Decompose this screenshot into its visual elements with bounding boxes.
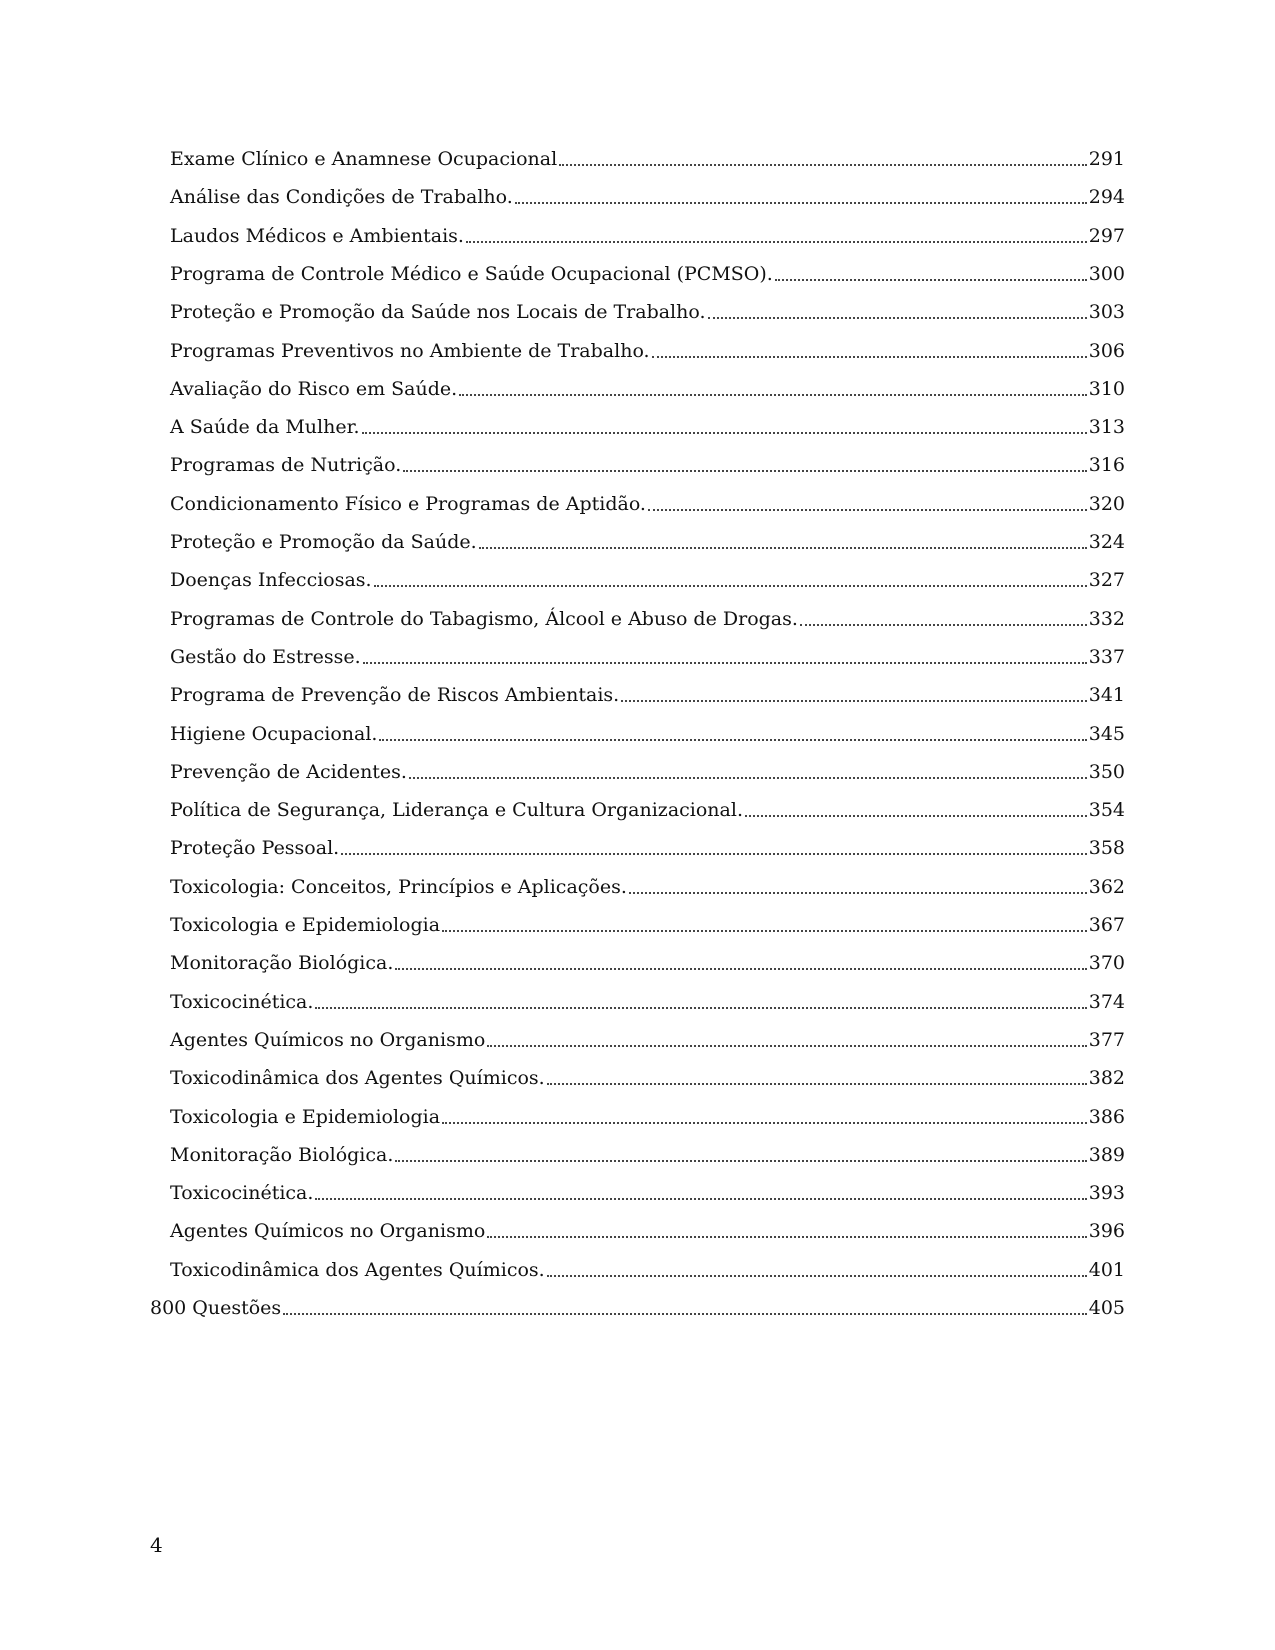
- toc-entry[interactable]: [170, 601, 1125, 631]
- toc-dot-leader: [315, 1007, 1086, 1009]
- toc-entry[interactable]: [170, 179, 1125, 209]
- toc-entry-title: Higiene Ocupacional.: [170, 722, 378, 745]
- toc-entry-title: Gestão do Estresse.: [170, 645, 361, 668]
- toc-entry[interactable]: [170, 524, 1125, 554]
- toc-entry-title: Toxicologia: Conceitos, Princípios e Aplicações.: [170, 875, 627, 898]
- toc-dot-leader: [621, 700, 1087, 702]
- toc-entry-title: Prevenção de Acidentes.: [170, 760, 407, 783]
- toc-dot-leader: [547, 1275, 1087, 1277]
- toc-entry-page: 294: [1088, 186, 1125, 209]
- toc-entry-title: Toxicocinética.: [170, 990, 314, 1013]
- toc-entry-page: 362: [1088, 875, 1125, 898]
- toc-entry-page: 396: [1088, 1220, 1125, 1243]
- toc-entry[interactable]: [170, 141, 1125, 171]
- toc-entry-page: 327: [1088, 569, 1125, 592]
- toc-entry[interactable]: [170, 984, 1125, 1014]
- toc-entry-title: Programas de Nutrição.: [170, 454, 402, 477]
- toc-entry-page: 310: [1088, 377, 1125, 400]
- toc-entry-title: Proteção e Promoção da Saúde nos Locais de Trabalho.: [170, 301, 706, 324]
- toc-entry-title: Exame Clínico e Anamnese Ocupacional: [170, 148, 558, 170]
- toc-dot-leader: [379, 739, 1086, 741]
- toc-entry-title: A Saúde da Mulher.: [170, 416, 360, 439]
- toc-entry[interactable]: [170, 218, 1125, 248]
- toc-entry-page: 306: [1088, 339, 1125, 362]
- toc-entry[interactable]: [170, 945, 1125, 975]
- toc-dot-leader: [395, 968, 1086, 970]
- toc-entry[interactable]: [170, 256, 1125, 286]
- toc-entry-title: Proteção e Promoção da Saúde.: [170, 531, 477, 553]
- toc-entry-title: Toxicologia e Epidemiologia: [170, 914, 441, 936]
- toc-entry-page: 377: [1088, 1028, 1125, 1051]
- toc-entry-page: 389: [1088, 1143, 1125, 1166]
- toc-dot-leader: [708, 317, 1087, 319]
- toc-entry-title: Laudos Médicos e Ambientais.: [170, 224, 464, 247]
- toc-entry-title: Toxicodinâmica dos Agentes Químicos.: [170, 1258, 545, 1281]
- toc-entry[interactable]: [170, 677, 1125, 707]
- toc-entry-page: 324: [1088, 531, 1125, 553]
- toc-dot-leader: [442, 930, 1087, 932]
- toc-dot-leader: [442, 1122, 1087, 1124]
- toc-dot-leader: [775, 279, 1087, 281]
- toc-entry-title: Condicionamento Físico e Programas de Aptidão.: [170, 492, 646, 515]
- toc-dot-leader: [395, 1160, 1086, 1162]
- toc-entry-page: 320: [1088, 492, 1125, 515]
- toc-entry-page: 300: [1088, 262, 1125, 285]
- toc-dot-leader: [629, 892, 1087, 894]
- toc-dot-leader: [745, 815, 1087, 817]
- toc-entry[interactable]: [170, 1137, 1125, 1167]
- toc-entry[interactable]: [170, 1213, 1125, 1243]
- toc-dot-leader: [479, 547, 1087, 549]
- toc-entry[interactable]: [170, 409, 1125, 439]
- toc-entry[interactable]: [170, 907, 1125, 937]
- toc-dot-leader: [459, 394, 1087, 396]
- toc-entry-page: 316: [1088, 454, 1125, 477]
- toc-dot-leader: [487, 1236, 1086, 1238]
- toc-dot-leader: [283, 1313, 1087, 1315]
- toc-entry-page: 345: [1088, 722, 1125, 745]
- toc-entry-title: Toxicologia e Epidemiologia: [170, 1105, 441, 1128]
- toc-entry-title: Análise das Condições de Trabalho.: [170, 186, 513, 209]
- toc-entry-title: Monitoração Biológica.: [170, 952, 394, 975]
- toc-dot-leader: [374, 585, 1087, 587]
- toc-entry-title: Toxicodinâmica dos Agentes Químicos.: [170, 1067, 545, 1090]
- toc-entry[interactable]: [150, 1290, 1125, 1320]
- toc-dot-leader: [652, 356, 1087, 358]
- toc-dot-leader: [515, 202, 1087, 204]
- toc-dot-leader: [363, 662, 1087, 664]
- toc-entry[interactable]: [170, 792, 1125, 822]
- toc-entry[interactable]: [170, 716, 1125, 746]
- toc-entry-title: Política de Segurança, Liderança e Cultura Organizacional.: [170, 799, 743, 822]
- toc-entry[interactable]: [170, 447, 1125, 477]
- toc-entry-title: Agentes Químicos no Organismo: [170, 1028, 486, 1051]
- toc-entry-title: Programa de Prevenção de Riscos Ambientais.: [170, 684, 620, 707]
- toc-entry-page: 382: [1088, 1067, 1125, 1090]
- toc-entry-page: 405: [1088, 1297, 1125, 1319]
- toc-entry-title: Programa de Controle Médico e Saúde Ocupacional (PCMSO).: [170, 262, 773, 285]
- toc-entry[interactable]: [170, 1060, 1125, 1090]
- toc-entry[interactable]: [170, 1175, 1125, 1205]
- toc-entry-title: Doenças Infecciosas.: [170, 569, 372, 592]
- toc-entry[interactable]: [170, 1252, 1125, 1282]
- toc-entry-page: 358: [1088, 837, 1125, 860]
- toc-entry[interactable]: [170, 486, 1125, 516]
- toc-entry-title: Proteção Pessoal.: [170, 837, 340, 860]
- toc-entry-page: 374: [1088, 990, 1125, 1013]
- toc-entry[interactable]: [170, 562, 1125, 592]
- toc-entry-title: Programas de Controle do Tabagismo, Álcool e Abuso de Drogas.: [170, 607, 798, 630]
- toc-entry-page: 350: [1088, 760, 1125, 783]
- toc-entry[interactable]: [170, 1099, 1125, 1129]
- toc-entry-page: 370: [1088, 952, 1125, 975]
- toc-entry[interactable]: [170, 294, 1125, 324]
- toc-dot-leader: [487, 1045, 1086, 1047]
- toc-dot-leader: [648, 509, 1087, 511]
- toc-dot-leader: [547, 1083, 1087, 1085]
- toc-dot-leader: [409, 777, 1087, 779]
- toc-entry[interactable]: [170, 830, 1125, 860]
- toc-dot-leader: [403, 470, 1087, 472]
- toc-entry-title: Programas Preventivos no Ambiente de Trabalho.: [170, 339, 650, 362]
- toc-entry-title: Monitoração Biológica.: [170, 1143, 394, 1166]
- toc-entry-title: 800 Questões: [150, 1297, 282, 1319]
- toc-entry-page: 291: [1088, 148, 1125, 170]
- page-number: 4: [150, 1533, 163, 1557]
- toc-entry-page: 393: [1088, 1182, 1125, 1205]
- toc-entry[interactable]: [170, 869, 1125, 899]
- toc-dot-leader: [341, 853, 1087, 855]
- toc-entry-page: 386: [1088, 1105, 1125, 1128]
- toc-entry-page: 354: [1088, 799, 1125, 822]
- toc-dot-leader: [800, 624, 1087, 626]
- toc-entry-title: Avaliação do Risco em Saúde.: [170, 377, 458, 400]
- toc-dot-leader: [315, 1198, 1086, 1200]
- toc-entry-page: 367: [1088, 914, 1125, 936]
- toc-entry-title: Agentes Químicos no Organismo: [170, 1220, 486, 1243]
- toc-entry[interactable]: [170, 639, 1125, 669]
- toc-entry-page: 313: [1088, 416, 1125, 439]
- toc-entry[interactable]: [170, 371, 1125, 401]
- toc-entry-title: Toxicocinética.: [170, 1182, 314, 1205]
- toc-dot-leader: [466, 241, 1087, 243]
- toc-entry-page: 341: [1088, 684, 1125, 707]
- toc-entry-page: 332: [1088, 607, 1125, 630]
- toc-entry-page: 337: [1088, 645, 1125, 668]
- toc-entry[interactable]: [170, 333, 1125, 363]
- toc-entry-page: 401: [1088, 1258, 1125, 1281]
- toc-dot-leader: [559, 164, 1087, 166]
- toc-entry[interactable]: [170, 1022, 1125, 1052]
- toc-dot-leader: [362, 432, 1087, 434]
- toc-entry[interactable]: [170, 754, 1125, 784]
- toc-entry-page: 303: [1088, 301, 1125, 324]
- toc-entry-page: 297: [1088, 224, 1125, 247]
